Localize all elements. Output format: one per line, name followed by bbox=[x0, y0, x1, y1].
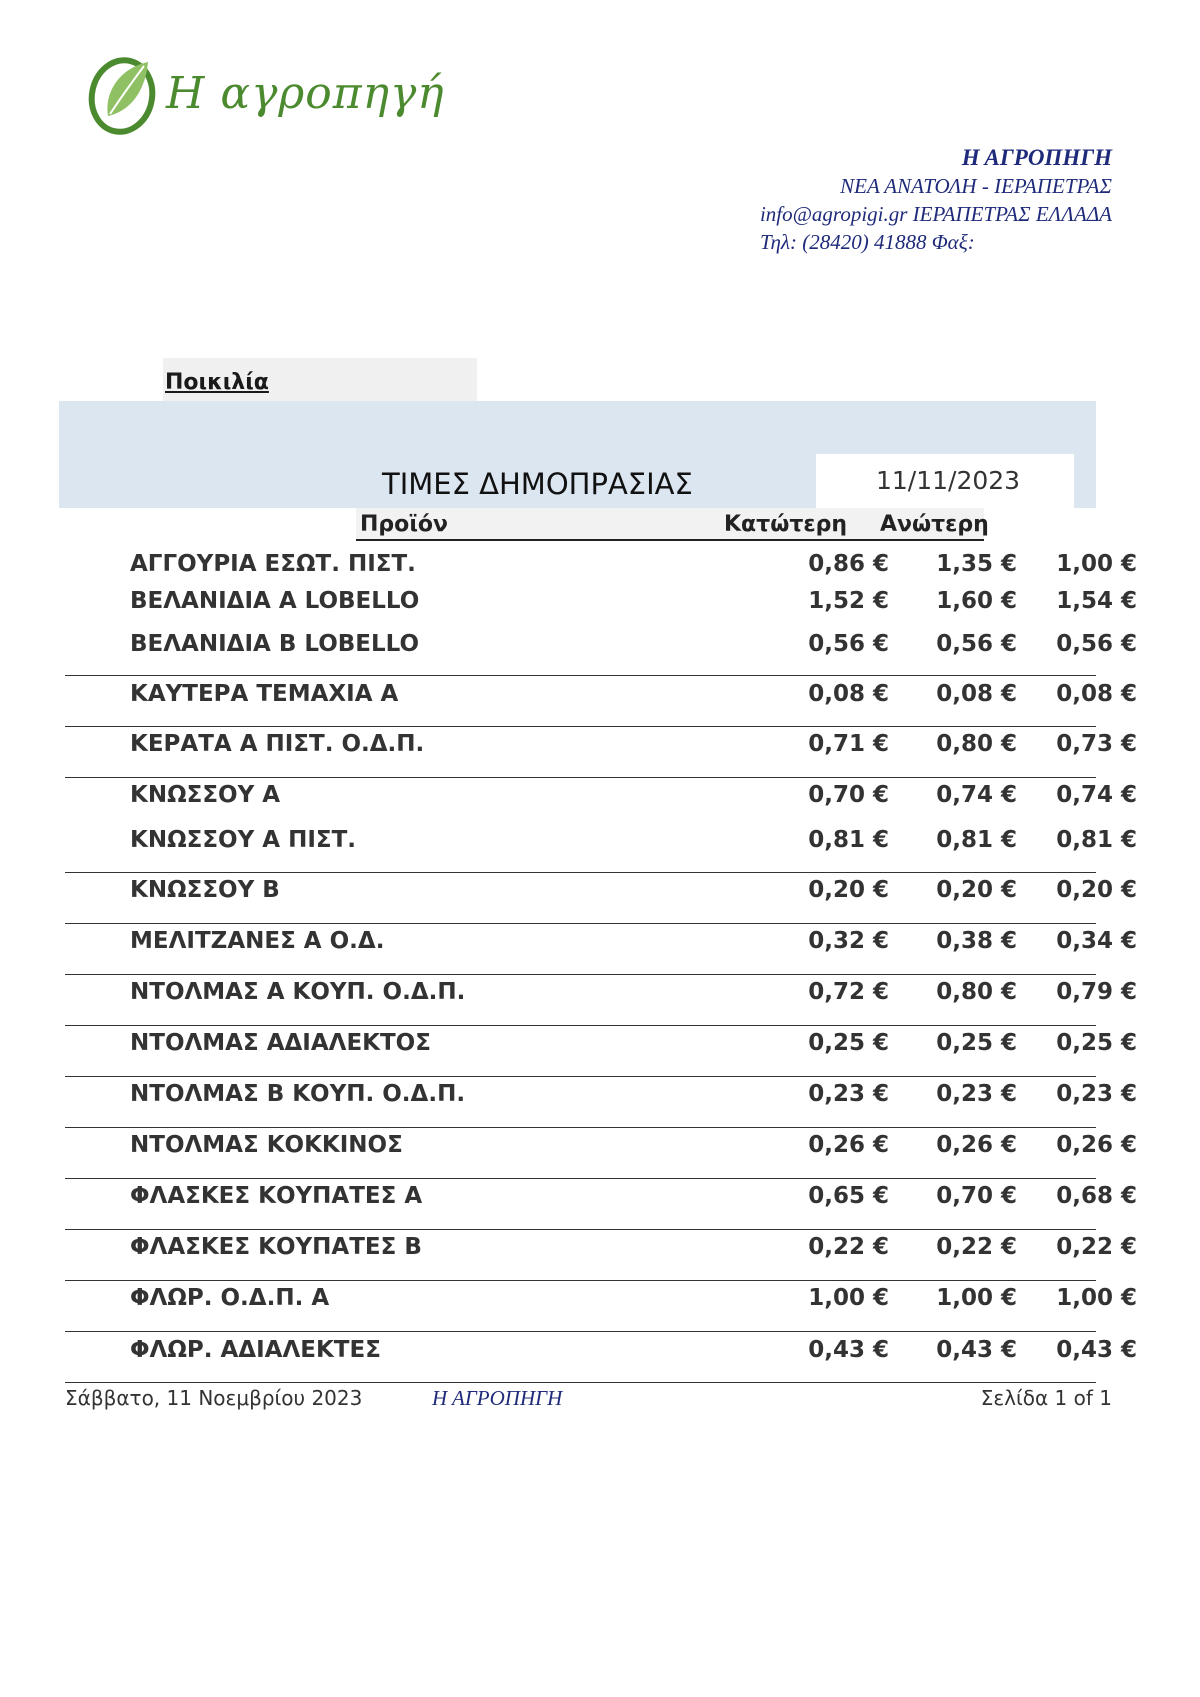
row-divider bbox=[65, 1280, 1096, 1281]
price-high: 0,25 € bbox=[936, 1030, 1017, 1056]
price-low: 0,81 € bbox=[808, 827, 889, 853]
product-name: ΚΝΩΣΣΟΥ Α ΠΙΣΤ. bbox=[130, 827, 357, 853]
price-average: 0,25 € bbox=[1056, 1030, 1137, 1056]
price-average: 0,34 € bbox=[1056, 928, 1137, 954]
logo-text: Η αγροπηγή bbox=[166, 68, 445, 119]
price-average: 0,23 € bbox=[1056, 1081, 1137, 1107]
product-name: ΝΤΟΛΜΑΣ ΚΟΚΚΙΝΟΣ bbox=[130, 1132, 403, 1158]
price-low: 1,00 € bbox=[808, 1285, 889, 1311]
product-name: ΝΤΟΛΜΑΣ Α ΚΟΥΠ. Ο.Δ.Π. bbox=[130, 979, 466, 1005]
row-divider bbox=[65, 675, 1096, 676]
price-average: 0,43 € bbox=[1056, 1337, 1137, 1363]
row-divider bbox=[65, 1229, 1096, 1230]
price-high: 1,00 € bbox=[936, 1285, 1017, 1311]
company-name: Η ΑΓΡΟΠΗΓΗ bbox=[961, 145, 1112, 170]
price-average: 1,00 € bbox=[1056, 551, 1137, 577]
price-low: 0,70 € bbox=[808, 782, 889, 808]
product-name: ΑΓΓΟΥΡΙΑ ΕΣΩΤ. ΠΙΣΤ. bbox=[130, 551, 416, 577]
row-divider bbox=[65, 1178, 1096, 1179]
price-low: 0,71 € bbox=[808, 731, 889, 757]
company-phone: Τηλ: (28420) 41888 Φαξ: bbox=[759, 230, 975, 254]
company-email: info@agropigi.gr ΙΕΡΑΠΕΤΡΑΣ ΕΛΛΑΔΑ bbox=[759, 202, 1112, 226]
price-low: 0,86 € bbox=[808, 551, 889, 577]
row-divider bbox=[65, 1025, 1096, 1026]
price-low: 0,25 € bbox=[808, 1030, 889, 1056]
price-average: 0,73 € bbox=[1056, 731, 1137, 757]
price-high: 0,43 € bbox=[936, 1337, 1017, 1363]
leaf-logo-icon bbox=[86, 52, 164, 138]
price-high: 0,56 € bbox=[936, 631, 1017, 657]
row-divider bbox=[65, 777, 1096, 778]
category-label-box bbox=[163, 358, 477, 402]
price-average: 0,20 € bbox=[1056, 877, 1137, 903]
price-low: 0,65 € bbox=[808, 1183, 889, 1209]
product-name: ΜΕΛΙΤΖΑΝΕΣ Α Ο.Δ. bbox=[130, 928, 385, 954]
date-box bbox=[816, 454, 1074, 508]
row-divider bbox=[65, 1382, 1096, 1383]
product-name: ΦΛΩΡ. Ο.Δ.Π. Α bbox=[130, 1285, 330, 1311]
footer-company: Η ΑΓΡΟΠΗΓΗ bbox=[432, 1386, 563, 1410]
row-divider bbox=[65, 1076, 1096, 1077]
product-name: ΚΑΥΤΕΡΑ ΤΕΜΑΧΙΑ Α bbox=[130, 681, 399, 707]
company-address: ΝΕΑ ΑΝΑΤΟΛΗ - ΙΕΡΑΠΕΤΡΑΣ bbox=[840, 174, 1112, 198]
footer-date: Σάββατο, 11 Νοεμβρίου 2023 bbox=[65, 1386, 363, 1410]
product-name: ΝΤΟΛΜΑΣ ΑΔΙΑΛΕΚΤΟΣ bbox=[130, 1030, 431, 1056]
price-average: 0,26 € bbox=[1056, 1132, 1137, 1158]
price-high: 0,80 € bbox=[936, 731, 1017, 757]
footer-page-number: Σελίδα 1 of 1 bbox=[980, 1386, 1112, 1410]
page-title: ΤΙΜΕΣ ΔΗΜΟΠΡΑΣΙΑΣ bbox=[382, 467, 693, 501]
price-average: 0,08 € bbox=[1056, 681, 1137, 707]
category-label: Ποικιλία bbox=[165, 370, 269, 395]
product-name: ΚΝΩΣΣΟΥ Α bbox=[130, 782, 281, 808]
price-low: 0,32 € bbox=[808, 928, 889, 954]
price-high: 0,26 € bbox=[936, 1132, 1017, 1158]
price-low: 0,20 € bbox=[808, 877, 889, 903]
row-divider bbox=[65, 1127, 1096, 1128]
product-name: ΦΛΑΣΚΕΣ ΚΟΥΠΑΤΕΣ Α bbox=[130, 1183, 423, 1209]
price-low: 0,72 € bbox=[808, 979, 889, 1005]
row-divider bbox=[65, 974, 1096, 975]
product-name: ΒΕΛΑΝΙΔΙΑ Β LOBELLO bbox=[130, 631, 420, 657]
price-average: 0,56 € bbox=[1056, 631, 1137, 657]
price-average: 1,00 € bbox=[1056, 1285, 1137, 1311]
row-divider bbox=[65, 923, 1096, 924]
row-divider bbox=[65, 872, 1096, 873]
auction-date: 11/11/2023 bbox=[876, 466, 1021, 495]
price-low: 0,23 € bbox=[808, 1081, 889, 1107]
price-average: 0,81 € bbox=[1056, 827, 1137, 853]
price-low: 0,56 € bbox=[808, 631, 889, 657]
price-average: 0,74 € bbox=[1056, 782, 1137, 808]
product-name: ΦΛΑΣΚΕΣ ΚΟΥΠΑΤΕΣ Β bbox=[130, 1234, 422, 1260]
column-header-product: Προϊόν bbox=[360, 512, 448, 537]
price-low: 0,43 € bbox=[808, 1337, 889, 1363]
product-name: ΦΛΩΡ. ΑΔΙΑΛΕΚΤΕΣ bbox=[130, 1337, 381, 1363]
price-average: 1,54 € bbox=[1056, 588, 1137, 614]
row-divider bbox=[65, 1331, 1096, 1332]
price-low: 0,22 € bbox=[808, 1234, 889, 1260]
price-average: 0,22 € bbox=[1056, 1234, 1137, 1260]
row-divider bbox=[65, 726, 1096, 727]
price-low: 0,08 € bbox=[808, 681, 889, 707]
price-high: 1,35 € bbox=[936, 551, 1017, 577]
product-name: ΝΤΟΛΜΑΣ Β ΚΟΥΠ. Ο.Δ.Π. bbox=[130, 1081, 466, 1107]
price-low: 1,52 € bbox=[808, 588, 889, 614]
company-logo bbox=[86, 52, 445, 142]
price-high: 0,38 € bbox=[936, 928, 1017, 954]
price-high: 0,22 € bbox=[936, 1234, 1017, 1260]
price-high: 0,20 € bbox=[936, 877, 1017, 903]
price-high: 0,08 € bbox=[936, 681, 1017, 707]
product-name: ΚΕΡΑΤΑ Α ΠΙΣΤ. Ο.Δ.Π. bbox=[130, 731, 425, 757]
price-high: 1,60 € bbox=[936, 588, 1017, 614]
header-band bbox=[59, 401, 1096, 508]
price-average: 0,79 € bbox=[1056, 979, 1137, 1005]
price-average: 0,68 € bbox=[1056, 1183, 1137, 1209]
price-high: 0,80 € bbox=[936, 979, 1017, 1005]
column-header-high: Ανώτερη bbox=[880, 512, 989, 537]
product-name: ΚΝΩΣΣΟΥ Β bbox=[130, 877, 280, 903]
company-info bbox=[760, 144, 1112, 256]
price-high: 0,70 € bbox=[936, 1183, 1017, 1209]
column-header-underline bbox=[356, 539, 984, 541]
price-high: 0,23 € bbox=[936, 1081, 1017, 1107]
price-high: 0,74 € bbox=[936, 782, 1017, 808]
product-name: ΒΕΛΑΝΙΔΙΑ Α LOBELLO bbox=[130, 588, 420, 614]
price-high: 0,81 € bbox=[936, 827, 1017, 853]
column-header-low: Κατώτερη bbox=[724, 512, 848, 537]
price-low: 0,26 € bbox=[808, 1132, 889, 1158]
